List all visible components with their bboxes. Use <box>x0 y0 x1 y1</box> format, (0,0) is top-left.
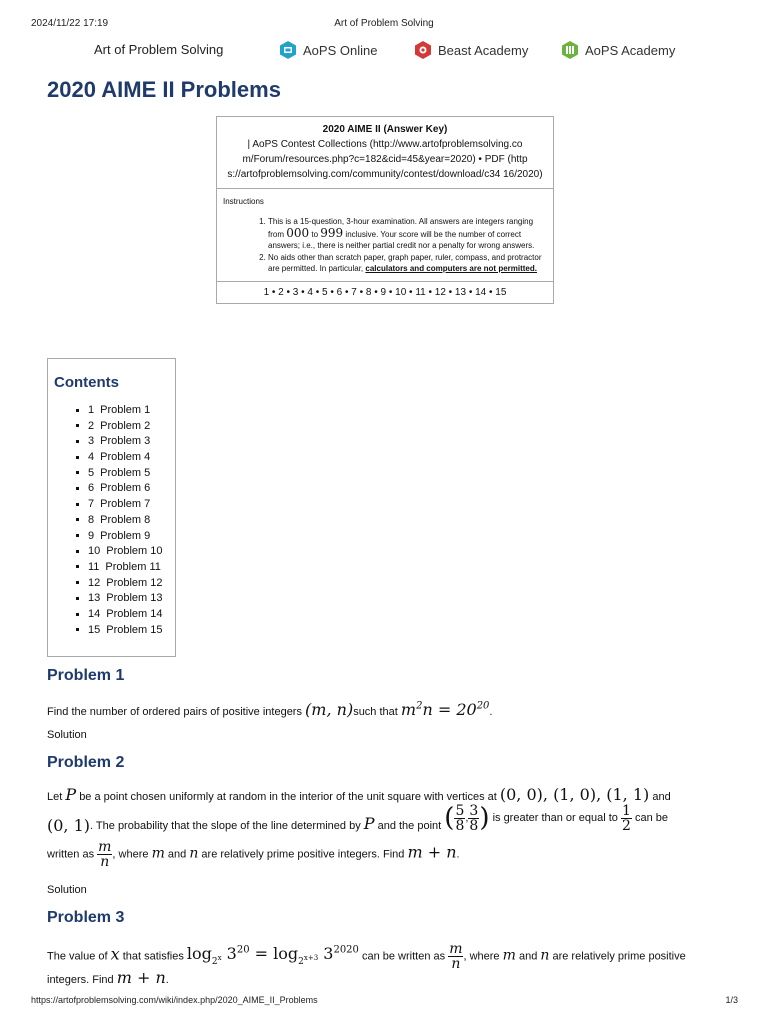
p2-var-n: n <box>189 845 199 862</box>
contents-item[interactable] <box>76 513 163 529</box>
p2-vertices: (0, 0), (1, 0), (1, 1) <box>499 785 650 804</box>
print-title: Art of Problem Solving <box>334 18 434 29</box>
p2-text-e: is greater than or equal to <box>492 811 618 824</box>
contents-item-label[interactable]: Problem 14 <box>106 607 163 620</box>
range-start: 000 <box>286 225 310 240</box>
contents-item-label[interactable]: Problem 13 <box>106 592 163 605</box>
problem-3-line-1 <box>47 942 727 971</box>
contents-item-label[interactable]: Problem 7 <box>100 498 151 511</box>
contents-list <box>76 403 163 638</box>
beast-academy-link[interactable] <box>414 40 528 60</box>
problem-2-heading: Problem 2 <box>47 754 125 771</box>
aops-online-link[interactable] <box>279 40 377 60</box>
bullet-icon <box>76 534 79 537</box>
aops-academy-link[interactable] <box>561 40 675 60</box>
bullet-icon <box>76 550 79 553</box>
p2-vertex4: (0, 1) <box>47 815 91 835</box>
beast-academy-label: Beast Academy <box>438 42 529 58</box>
p3-var-n: n <box>540 947 550 964</box>
contents-item-label[interactable]: Problem 4 <box>100 451 151 464</box>
contents-item-number: 3 <box>88 435 95 448</box>
contents-item[interactable] <box>76 419 163 435</box>
bullet-icon <box>76 487 79 490</box>
p3-frac-m-n: $\frac{m}{n}$ <box>449 941 463 972</box>
problem-links-row[interactable]: 1 • 2 • 3 • 4 • 5 • 6 • 7 • 8 • 9 • 10 • 11 • 12 • 13 • 14 • 15 <box>263 286 507 298</box>
bullet-icon <box>76 471 79 474</box>
answer-key-link[interactable]: (Answer Key) <box>383 124 448 135</box>
table-of-contents <box>47 358 176 657</box>
problem-1-heading: Problem 1 <box>47 667 125 684</box>
problem-2-solution-link[interactable]: Solution <box>47 884 87 896</box>
problem-1-solution-link[interactable]: Solution <box>47 729 87 741</box>
print-page-number: 1/3 <box>725 995 738 1005</box>
contents-item[interactable] <box>76 576 163 592</box>
contents-item-label[interactable]: Problem 11 <box>105 560 161 573</box>
bullet-icon <box>76 456 79 459</box>
contents-item-label[interactable]: Problem 1 <box>100 404 151 416</box>
p3-text-g: integers. Find <box>47 974 114 986</box>
contents-item-number: 7 <box>88 498 95 511</box>
top-navigation <box>0 40 768 62</box>
p3-text-e: and <box>518 950 538 963</box>
contents-item[interactable] <box>76 481 163 497</box>
p3-text-d: , where <box>463 950 500 963</box>
bullet-icon <box>76 581 79 584</box>
infobox-header <box>217 117 553 189</box>
contest-collections-text[interactable]: | AoPS Contest Collections (http://www.artofproblemsolving.co m/Forum/resources.php?c=182&cid=45&year=2020) • PDF (http s://artofproblemsolving.com/community/contest/download/c34 16/2020) <box>227 139 543 180</box>
p2-text-and: and <box>652 791 671 803</box>
p2-paren-close: ) <box>479 803 490 833</box>
aops-online-label: AoPS Online <box>303 42 378 58</box>
bullet-icon <box>76 503 79 506</box>
aops-online-icon <box>279 40 297 60</box>
p2-frac-5-8: $\frac{5}{8}$ <box>455 802 465 834</box>
contents-item-label[interactable]: Problem 9 <box>100 529 151 542</box>
contents-item-number: 8 <box>88 513 95 526</box>
bullet-icon <box>76 518 79 521</box>
instructions-label: Instructions <box>223 197 264 206</box>
instruction-item <box>268 216 547 252</box>
contents-item-label[interactable]: Problem 5 <box>100 466 151 479</box>
bullet-icon <box>76 424 79 427</box>
range-end: 999 <box>320 225 344 240</box>
contents-item-label[interactable]: Problem 6 <box>100 482 151 495</box>
contents-item[interactable] <box>76 560 163 576</box>
contents-item-number: 1 <box>88 404 95 416</box>
problem-2-line-3: written as $\frac{m}{n}$ , where m and n are relatively prime positive integers. Find m + n. <box>47 839 460 870</box>
p1-equation: $m^2n = 20^{20}$ <box>400 700 490 719</box>
p2-text-c: . The probability that the slope of the line determined by <box>90 819 361 832</box>
p3-text-f: are relatively prime positive <box>552 950 686 963</box>
instruction-item <box>268 252 547 275</box>
problem-2-line-2: (0, 1). The probability that the slope of the line determined by P and the point ( $\frac{5}{8}$ , $\frac{3}{8}$ ) is greater than or equal to $\frac{1}{2}$ can be <box>47 802 668 835</box>
range-to-word: to <box>311 229 319 239</box>
p1-text-a: Find the number of ordered pairs of positive integers <box>47 706 302 718</box>
p2-text-i: and <box>167 848 187 861</box>
contents-item-label[interactable]: Problem 10 <box>106 545 163 558</box>
contents-item-number: 4 <box>88 451 95 464</box>
p2-paren-open: ( <box>444 803 455 833</box>
aops-academy-label: AoPS Academy <box>585 42 676 58</box>
contents-item[interactable] <box>76 529 163 545</box>
p3-text-b: that satisfies <box>122 950 184 963</box>
bullet-icon <box>76 440 79 443</box>
contents-item[interactable] <box>76 466 163 482</box>
problem-3-heading: Problem 3 <box>47 909 125 926</box>
contents-item[interactable] <box>76 591 163 607</box>
instruction-1-text-a: This is a 15-question, 3-hour examination. All answers are integers ranging from <box>268 217 534 239</box>
bullet-icon <box>76 613 79 616</box>
contents-item-number: 13 <box>88 592 101 605</box>
contents-item[interactable] <box>76 623 163 639</box>
beast-academy-icon <box>414 40 432 60</box>
instruction-1-text-b: inclusive. Your score will be the number of correct answers; i.e., there is neither partial credit nor a penalty for wrong answers. <box>268 229 535 250</box>
instruction-2-text: No aids other than scratch paper, graph paper, ruler, compass, and protractor are permitted. In particular, <box>268 252 542 273</box>
p2-frac-1-2: $\frac{1}{2}$ <box>621 802 631 834</box>
p2-text-d: and the point <box>377 819 442 832</box>
contents-item-number: 2 <box>88 419 95 432</box>
instructions-list <box>223 216 547 275</box>
problem-2-line-1 <box>47 785 727 804</box>
contest-infobox <box>216 116 554 304</box>
p2-frac-m-n: $\frac{m}{n}$ <box>98 839 112 870</box>
bullet-icon <box>76 565 79 568</box>
p3-var-x: x <box>110 944 120 964</box>
p1-math-mn: (m, n) <box>305 700 354 719</box>
p3-text-c: can be written as <box>361 950 446 963</box>
contents-item-label[interactable]: Problem 3 <box>100 435 151 448</box>
contents-item-label[interactable]: Problem 2 <box>100 419 151 432</box>
contents-item[interactable] <box>76 450 163 466</box>
p2-var-m: m <box>151 845 165 862</box>
contents-item-number: 9 <box>88 529 95 542</box>
p2-frac-3-8: $\frac{3}{8}$ <box>469 802 479 834</box>
p2-text-b: be a point chosen uniformly at random in the interior of the unit square with vertices at <box>79 791 497 803</box>
contents-item[interactable] <box>76 607 163 623</box>
contents-item[interactable] <box>76 403 163 419</box>
p3-m-plus-n: m + n <box>116 968 166 987</box>
p2-text-f: can be <box>634 811 668 824</box>
p2-text-j: are relatively prime positive integers. Find <box>201 848 405 861</box>
p2-text-g: written as <box>47 848 95 861</box>
aops-academy-icon <box>561 40 579 60</box>
contents-item[interactable] <box>76 434 163 450</box>
p2-text-a: Let <box>47 791 63 803</box>
p1-text-b: such that <box>353 706 398 718</box>
instructions-section <box>217 189 553 282</box>
contents-item-label[interactable]: Problem 15 <box>106 623 163 636</box>
problem-1-text: Find the number of ordered pairs of positive integers (m, n)such that $m^2n = 20^{20}$. <box>47 700 493 719</box>
bullet-icon <box>76 409 79 412</box>
contents-item-number: 15 <box>88 623 101 636</box>
p3-var-m: m <box>502 947 516 964</box>
p2-m-plus-n: m + n <box>407 842 457 862</box>
contents-item-number: 5 <box>88 466 95 479</box>
contents-item[interactable] <box>76 544 163 560</box>
p2-text-h: , where <box>112 848 149 861</box>
contents-item-number: 11 <box>88 560 100 573</box>
site-brand-link[interactable]: Art of Problem Solving <box>94 42 224 57</box>
p2-var-p2: P <box>363 813 375 833</box>
print-url: https://artofproblemsolving.com/wiki/index.php/2020_AIME_II_Problems <box>31 995 318 1005</box>
contents-item-number: 14 <box>88 607 101 620</box>
contents-item-label[interactable]: Problem 12 <box>106 576 163 589</box>
contents-heading: Contents <box>54 374 119 391</box>
page-title: 2020 AIME II Problems <box>47 77 281 102</box>
contents-item[interactable] <box>76 497 163 513</box>
contents-item-number: 6 <box>88 482 95 495</box>
bullet-icon <box>76 628 79 631</box>
contents-item-number: 12 <box>88 576 101 589</box>
contents-item-label[interactable]: Problem 8 <box>100 513 151 526</box>
print-datetime: 2024/11/22 17:19 <box>31 18 109 29</box>
p3-text-a: The value of <box>47 950 108 963</box>
contents-item-number: 10 <box>88 545 101 558</box>
problem-3-line-2: integers. Find m + n. <box>47 968 169 987</box>
p2-var-p: P <box>65 785 77 804</box>
calculators-not-permitted-link[interactable]: calculators and computers are not permitted. <box>365 264 537 273</box>
p3-equation: $\log_{2^x} 3^{20} = \log_{2^{x+3}} 3^{2020}$ <box>186 944 359 967</box>
infobox-title: 2020 AIME II <box>322 124 381 135</box>
bullet-icon <box>76 597 79 600</box>
